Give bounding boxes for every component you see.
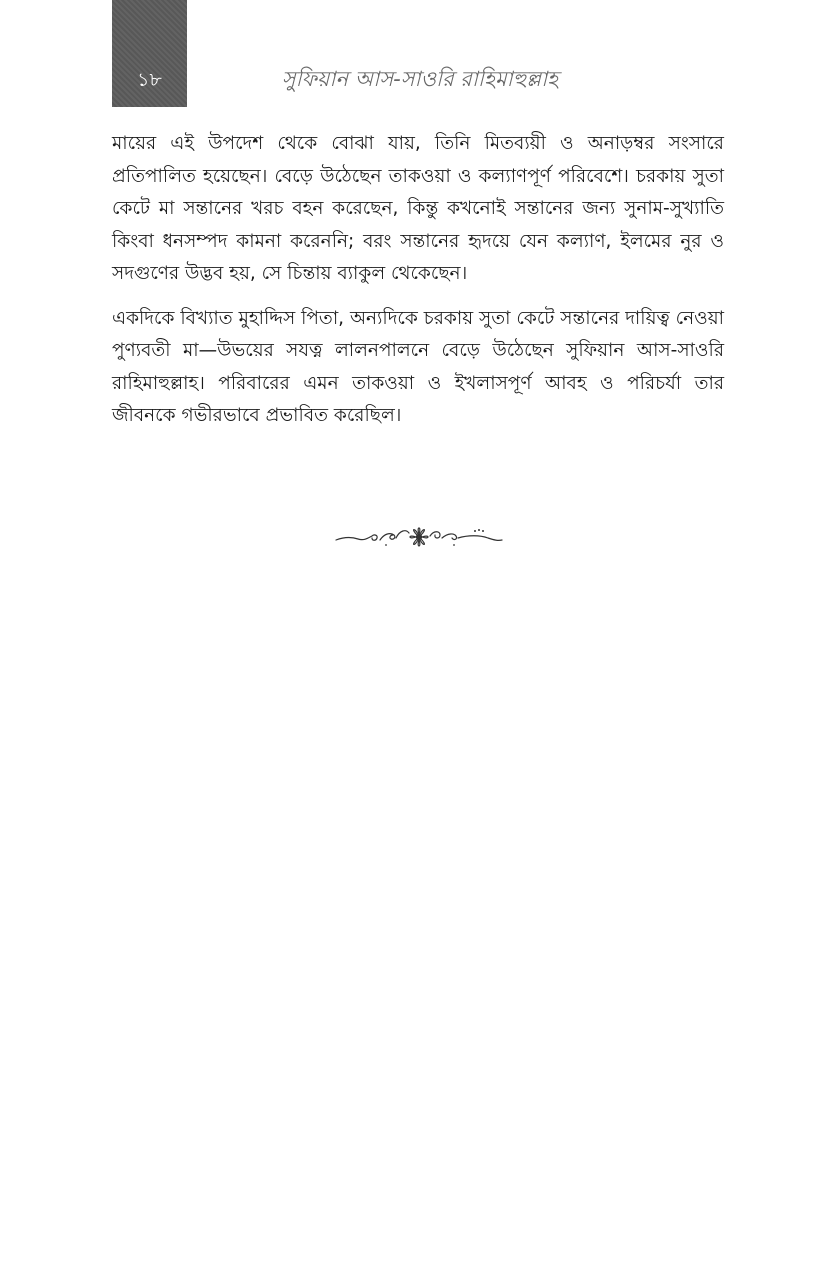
paragraph-2: একদিকে বিখ্যাত মুহাদ্দিস পিতা, অন্যদিকে চরকায় সুতা কেটে সন্তানের দায়িত্ব নেওয়া পুণ্যবতী মা—উভয়ের সযত্ন লালনপালনে বেড়ে উঠেছেন সুফিয়ান আস-সাওরি রাহিমাহুল্লাহ। পরিবারের এমন তাকওয়া ও ইখলাসপূর্ণ আবহ ও পরিচর্যা তার জীবনকে গভীরভাবে প্রভাবিত করেছিল।	[112, 307, 724, 426]
running-header-title: সুফিয়ান আস-সাওরি রাহিমাহুল্লাহ	[281, 67, 559, 91]
body-text	[112, 128, 724, 445]
page-number-tab	[112, 0, 187, 107]
page-number: ১৮	[137, 69, 162, 91]
paragraph-1: মায়ের এই উপদেশ থেকে বোঝা যায়, তিনি মিতব্যয়ী ও অনাড়ম্বর সংসারে প্রতিপালিত হয়েছেন। বেড়ে উঠেছেন তাকওয়া ও কল্যাণপূর্ণ পরিবেশে। চরকায় সুতা কেটে মা সন্তানের খরচ বহন করেছেন, কিন্তু কখনোই সন্তানের জন্য সুনাম-সুখ্যাতি কিংবা ধনসম্পদ কামনা করেননি; বরং সন্তানের হৃদয়ে যেন কল্যাণ, ইলমের নুর ও সদগুণের উদ্ভব হয়, সে চিন্তায় ব্যাকুল থেকেছেন।	[112, 133, 724, 284]
floral-divider-icon	[334, 520, 504, 554]
